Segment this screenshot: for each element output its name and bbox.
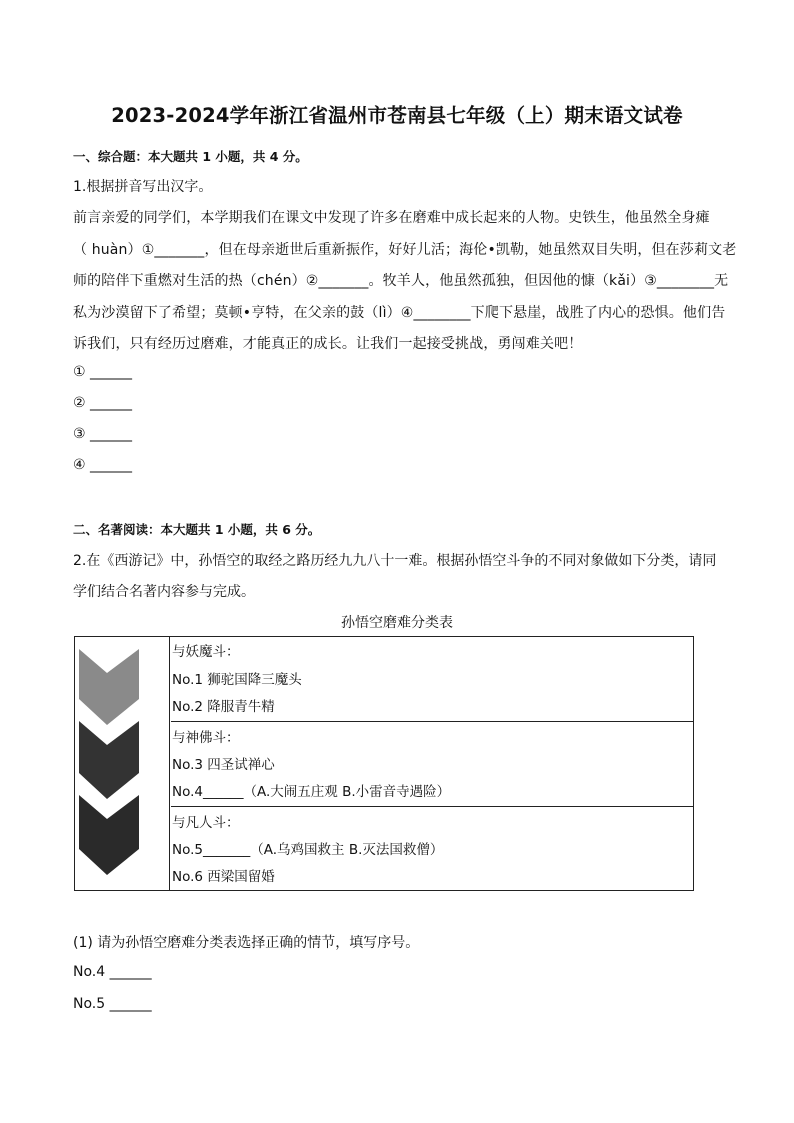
sub-question-1: (1) 请为孙悟空磨难分类表选择正确的情节，填写序号。 [73,935,420,951]
table-row [171,637,693,722]
answer-blank-2[interactable]: ② ______ [73,395,133,411]
chevron-down-icon [79,721,139,799]
paragraph-line: 私为沙漠留下了希望；莫顿•亨特，在父亲的鼓（lì）④________下爬下悬崖，战胜了内心的恐惧。他们告 [73,305,726,321]
sub-answer-no5[interactable]: No.5 ______ [73,996,152,1012]
row-item: No.6 西梁国留婚 [172,869,275,885]
table-row [171,722,693,807]
row-header: 与妖魔斗： [172,644,240,660]
row-item: No.1 狮驼国降三魔头 [172,672,302,688]
paragraph-line: 师的陪伴下重燃对生活的热（chén）②_______。牧羊人，他虽然孤独，但因他的慷（kǎi）③________无 [73,273,729,289]
paragraph-line: 前言亲爱的同学们，本学期我们在课文中发现了许多在磨难中成长起来的人物。史铁生，他虽然全身瘫 [73,210,710,226]
row-header: 与凡人斗： [172,815,240,831]
answer-blank-3[interactable]: ③ ______ [73,426,133,442]
chevron-column [75,637,170,890]
row-item-fill-blank[interactable]: No.4______（A.大闹五庄观 B.小雷音寺遇险） [172,784,451,800]
classification-table [74,636,694,891]
chevron-down-icon [79,649,139,725]
answer-blank-1[interactable]: ① ______ [73,364,133,380]
chevron-arrows-graphic [75,637,169,890]
section1-heading: 一、综合题：本大题共 1 小题，共 4 分。 [73,149,308,164]
section2-heading: 二、名著阅读：本大题共 1 小题，共 6 分。 [73,522,321,537]
page-title: 2023-2024学年浙江省温州市苍南县七年级（上）期末语文试卷 [111,104,683,127]
answer-blank-4[interactable]: ④ ______ [73,457,133,473]
row-item: No.2 降服青牛精 [172,699,275,715]
question1-prompt: 1.根据拼音写出汉字。 [73,179,213,195]
row-item-fill-blank[interactable]: No.5_______（A.乌鸡国救主 B.灭法国救僧） [172,842,444,858]
sub-answer-no4[interactable]: No.4 ______ [73,964,152,980]
chevron-down-icon [79,795,139,875]
paragraph-line: 诉我们，只有经历过磨难，才能真正的成长。让我们一起接受挑战，勇闯难关吧！ [73,336,583,352]
row-item: No.3 四圣试禅心 [172,757,275,773]
question2-prompt-line: 学们结合名著内容参与完成。 [73,584,255,600]
table-caption: 孙悟空磨难分类表 [341,615,453,631]
row-header: 与神佛斗： [172,730,240,746]
table-row [171,807,693,890]
question2-prompt-line: 2.在《西游记》中，孙悟空的取经之路历经九九八十一难。根据孙悟空斗争的不同对象做如下分类，请同 [73,553,717,569]
paragraph-line: （ huàn）①_______，但在母亲逝世后重新振作，好好儿活；海伦•凯勒，她虽然双目失明，但在莎莉文老 [73,242,737,258]
